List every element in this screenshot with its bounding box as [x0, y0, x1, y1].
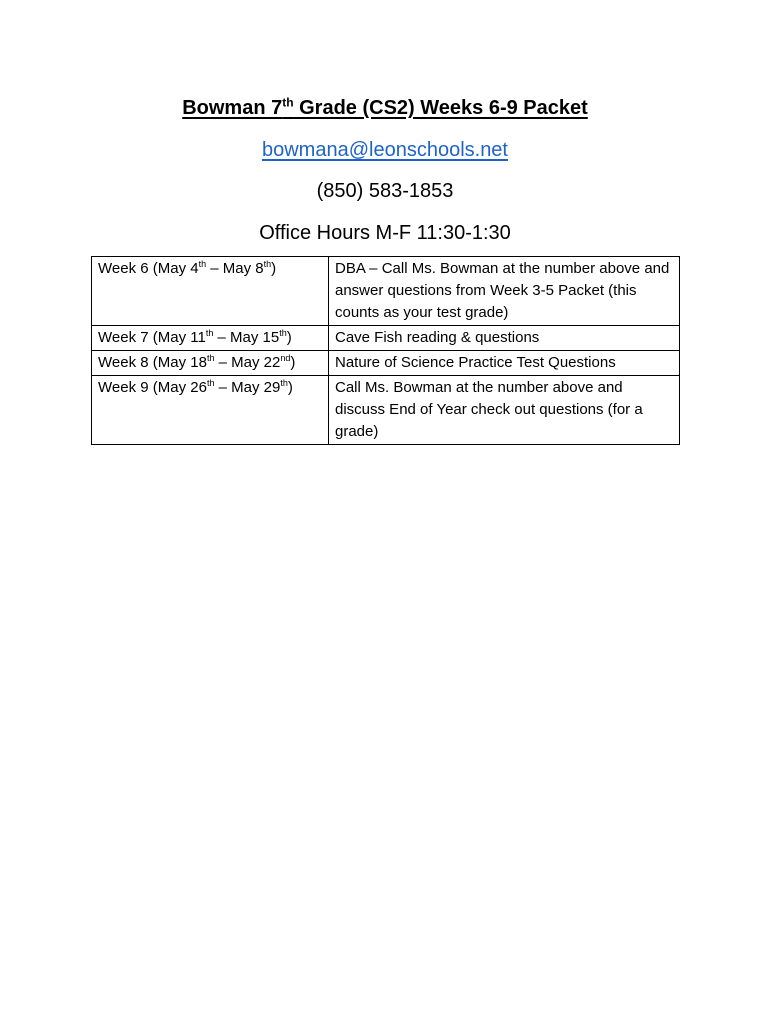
week-cell	[92, 376, 329, 445]
schedule-table	[91, 256, 680, 445]
week-prefix: Week 8 (May 18	[98, 354, 207, 371]
week-superscript: th	[280, 378, 288, 388]
page-title	[0, 94, 770, 122]
week-mid: – May 22	[214, 354, 281, 371]
week-mid: – May 8	[206, 260, 264, 277]
table-row	[92, 376, 680, 445]
task-cell: Nature of Science Practice Test Questions	[329, 351, 680, 376]
week-superscript: th	[205, 328, 214, 338]
title-suffix: Grade (CS2) Weeks 6-9 Packet	[293, 97, 588, 119]
email-link[interactable]: bowmana@leonschools.net	[261, 139, 508, 161]
week-cell	[92, 351, 329, 376]
week-prefix: Week 9 (May 26	[98, 379, 207, 396]
office-hours: Office Hours M-F 11:30-1:30	[259, 222, 511, 244]
week-prefix: Week 6 (May 4	[98, 260, 199, 277]
phone-number: (850) 583-1853	[316, 180, 454, 202]
table-row	[92, 351, 680, 376]
email-line	[0, 136, 770, 164]
week-superscript: th	[206, 353, 215, 363]
week-suffix: )	[286, 329, 292, 346]
week-superscript: th	[263, 259, 272, 269]
week-suffix: )	[287, 379, 293, 396]
table-row	[92, 257, 680, 326]
week-superscript: nd	[280, 353, 291, 363]
task-cell: Cave Fish reading & questions	[329, 326, 680, 351]
week-suffix: )	[290, 354, 296, 371]
week-superscript: th	[198, 259, 207, 269]
week-cell	[92, 326, 329, 351]
title-superscript: th	[282, 95, 294, 110]
week-cell	[92, 257, 329, 326]
week-mid: – May 15	[213, 329, 280, 346]
week-suffix: )	[271, 260, 277, 277]
week-superscript: th	[206, 378, 215, 388]
week-superscript: th	[279, 328, 287, 338]
title-prefix: Bowman 7	[182, 97, 283, 119]
week-mid: – May 29	[214, 379, 281, 396]
week-prefix: Week 7 (May 11	[98, 329, 206, 346]
task-cell: Call Ms. Bowman at the number above and discuss End of Year check out questions (for a grade)	[329, 376, 680, 445]
table-row	[92, 326, 680, 351]
task-cell: DBA – Call Ms. Bowman at the number above and answer questions from Week 3-5 Packet (this counts as your test grade)	[329, 257, 680, 326]
